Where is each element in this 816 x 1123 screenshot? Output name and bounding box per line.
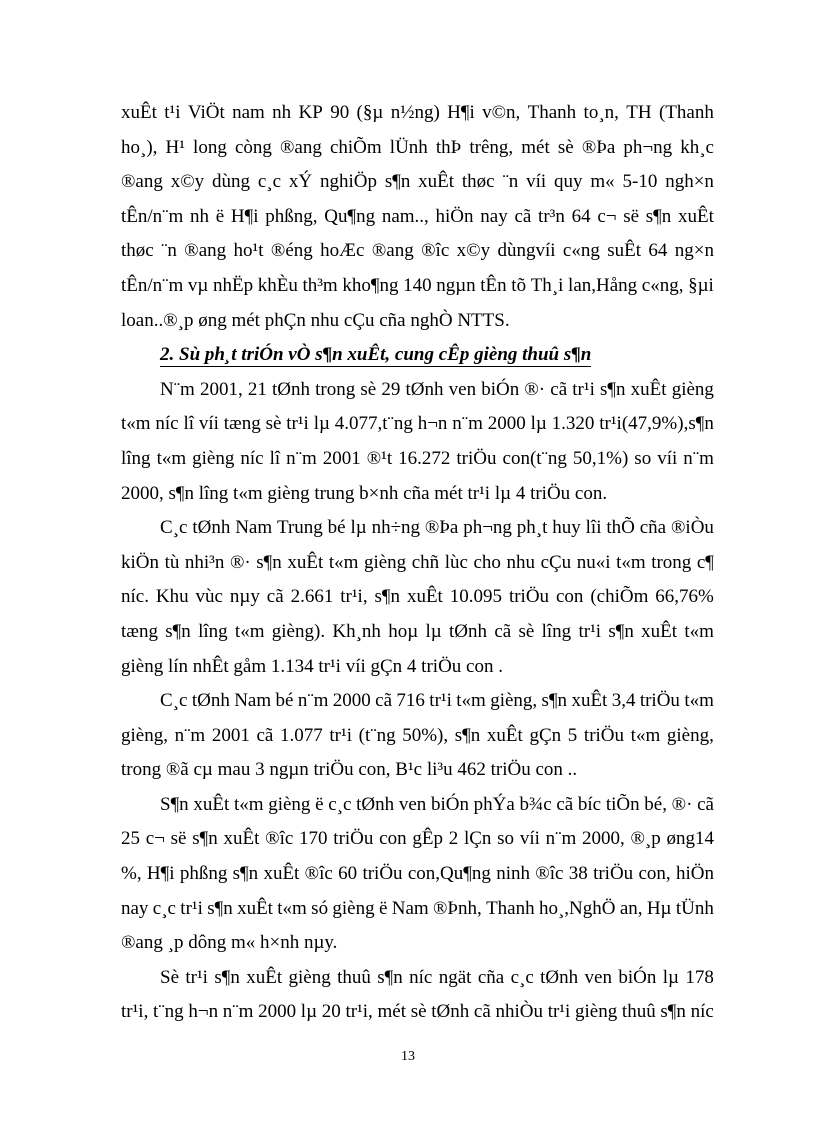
text-line: C¸c tØnh Nam Trung bé lµ nh÷ng ®Þa ph¬ng ph¸t huy lîi thÕ cña ®iÒu	[160, 517, 714, 539]
text-line: C¸c tØnh Nam bé n¨m 2000 cã 716 tr¹i t«m gièng, s¶n xuÊt 3,4 triÖu t«m	[160, 690, 714, 712]
text-line: tÊn/n¨m nh ë H¶i phßng, Qu¶ng nam.., hiÖn nay cã tr³n 64 c¬ së s¶n xuÊt	[121, 205, 714, 227]
text-line: S¶n xuÊt t«m gièng ë c¸c tØnh ven biÓn phÝa b¾c cã bíc tiÕn bé, ®· cã	[160, 793, 714, 815]
text-line: níc. Khu vùc nµy cã 2.661 tr¹i, s¶n xuÊt 10.095 triÖu con (chiÕm 66,76%	[121, 586, 714, 608]
text-line: tr¹i, t¨ng h¬n n¨m 2000 lµ 20 tr¹i, mét sè tØnh cã nhiÒu tr¹i gièng thuû s¶n níc	[121, 1001, 714, 1023]
text-line: ®ang x©y dùng c¸c xÝ nghiÖp s¶n xuÊt thøc ¨n víi quy m« 5-10 ngh×n	[121, 171, 714, 193]
text-line: 2000, s¶n lîng t«m gièng trung b×nh cña mét tr¹i lµ 4 triÖu con.	[121, 482, 608, 504]
text-line: trong ®ã cµ mau 3 ngµn triÖu con, B¹c li³u 462 triÖu con ..	[121, 759, 578, 781]
body-text	[121, 96, 714, 1030]
text-line: N¨m 2001, 21 tØnh trong sè 29 tØnh ven biÓn ®· cã tr¹i s¶n xuÊt gièng	[160, 378, 714, 400]
text-line: nay c¸c tr¹i s¶n xuÊt t«m só gièng ë Nam ®Þnh, Thanh ho¸,NghÖ an, Hµ tÜnh	[121, 897, 714, 919]
text-line: kiÖn tù nhi³n ®· s¶n xuÊt t«m gièng chñ lùc cho nhu cÇu nu«i t«m trong c¶	[121, 551, 714, 573]
text-line: lîng t«m gièng níc lî n¨m 2001 ®¹t 16.272 triÖu con(t¨ng 50,1%) so víi n¨m	[121, 447, 714, 469]
page-number: 13	[401, 1049, 415, 1064]
text-line: thøc ¨n ®ang ho¹t ®éng hoÆc ®ang ®îc x©y dùngvíi c«ng suÊt 64 ng×n	[121, 240, 714, 262]
text-line: gièng, n¨m 2001 cã 1.077 tr¹i (t¨ng 50%), s¶n xuÊt gÇn 5 triÖu t«m gièng,	[121, 724, 714, 746]
text-line: %, H¶i phßng s¶n xuÊt ®îc 60 triÖu con,Qu¶ng ninh ®îc 38 triÖu con, hiÖn	[121, 863, 714, 885]
text-line: tÊn/n¨m vµ nhËp khÈu th³m kho¶ng 140 ngµn tÊn tõ Th¸i lan,Hång c«ng, §µi	[121, 274, 714, 296]
text-line: ho¸), H¹ long còng ®ang chiÕm lÜnh thÞ trêng, mét sè ®Þa ph¬ng kh¸c	[121, 136, 714, 158]
text-line: gièng lín nhÊt gåm 1.134 tr¹i víi gÇn 4 triÖu con .	[121, 655, 503, 677]
text-line: loan..®¸p øng mét phÇn nhu cÇu cña nghÒ NTTS.	[121, 309, 510, 331]
text-line: xuÊt t¹i ViÖt nam nh KP 90 (§µ n½ng) H¶i v©n, Thanh to¸n, TH (Thanh	[121, 102, 714, 123]
section-heading-text: 2. Sù ph¸t triÓn vÒ s¶n xuÊt, cung cÊp gièng thuû s¶n	[160, 344, 592, 366]
text-line: tæng s¶n lîng t«m gièng). Kh¸nh hoµ lµ tØnh cã sè lîng tr¹i s¶n xuÊt t«m	[121, 620, 714, 642]
text-line: t«m níc lî víi tæng sè tr¹i lµ 4.077,t¨ng h¬n n¨m 2000 lµ 1.320 tr¹i(47,9%),s¶n	[121, 413, 714, 435]
section-heading	[121, 338, 714, 373]
text-line: Sè tr¹i s¶n xuÊt gièng thuû s¶n níc ngät cña c¸c tØnh ven biÓn lµ 178	[160, 966, 714, 988]
text-line: ®ang ¸p dông m« h×nh nµy.	[121, 932, 338, 954]
text-line: 25 c¬ së s¶n xuÊt ®îc 170 triÖu con gÊp 2 lÇn so víi n¨m 2000, ®¸p øng14	[121, 828, 714, 850]
